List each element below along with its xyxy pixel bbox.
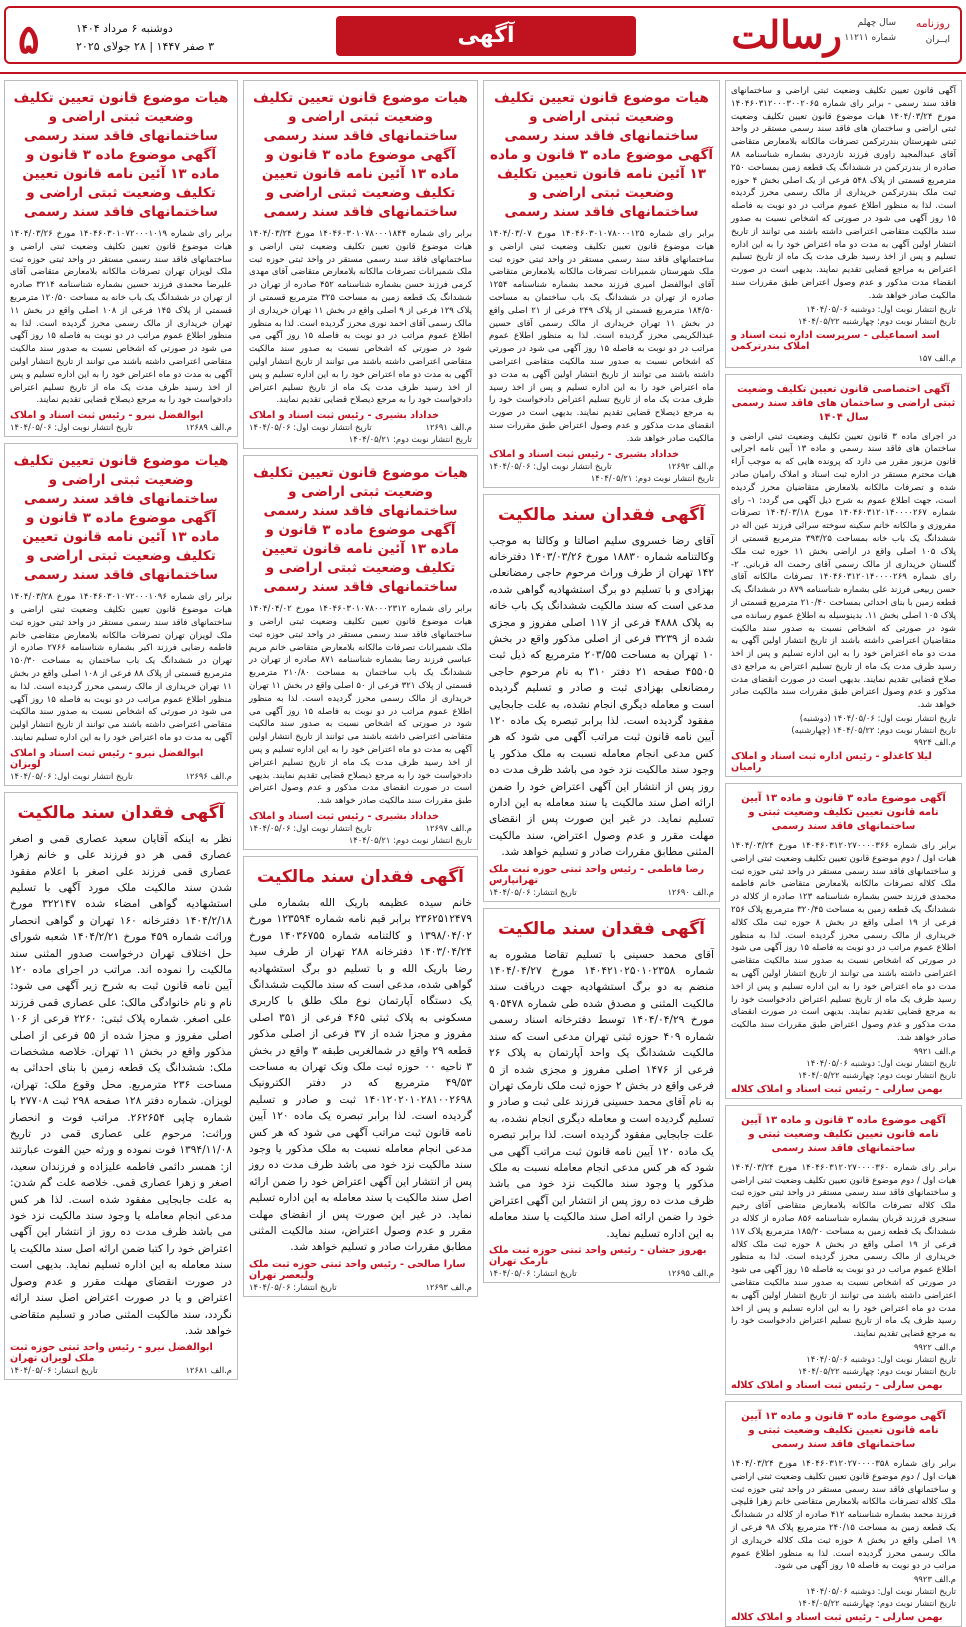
notice-ref: م.الف ۱۲۶۹۵ xyxy=(667,1267,714,1278)
notice-ref: م.الف ۱۲۶۹۲ xyxy=(667,460,714,471)
notice-signer: لیلا کاغذلو - رئیس اداره ثبت اسناد و املاک رامیان xyxy=(731,751,932,774)
notice-signer: ابوالفضل نیرو - رئیس ثبت اسناد و املاک xyxy=(10,410,204,422)
notice-signer: خداداد بشیری - رئیس ثبت اسناد و املاک xyxy=(489,448,680,460)
notice-dates xyxy=(731,1057,956,1069)
notice-ref-row xyxy=(731,1045,956,1057)
publish-date-1: تاریخ انتشار: ۱۴۰۴/۰۵/۰۶ xyxy=(249,1281,337,1292)
notice-signer: اسد اسماعیلی - سرپرست اداره ثبت اسناد و املاک بندرترکمن xyxy=(731,329,940,352)
publish-date-1: تاریخ انتشار نوبت اول: ۱۴۰۴/۰۵/۰۶ (دوشنبه) xyxy=(799,713,956,724)
notice-card xyxy=(243,80,478,449)
issue-number: شماره ۱۱۲۱۱ xyxy=(844,33,896,43)
notice-card xyxy=(483,908,720,1283)
notice-card xyxy=(483,494,720,902)
notice-card xyxy=(483,80,720,488)
notice-body: برابر رای شماره ۱۴۰۴۶۰۳۰۱۰۷۲۰۰۰۱۰۹۶ مورخ ۱۴۰۴/۰۳/۲۸ هیات موضوع قانون تعیین تکلیف وضعیت ثبتی اراضی و ساختمانهای فاقد سند رسمی مستقر در واحد ثبتی حوزه ثبت ملک لویزان تهران تصرفات مالکانه بلامعارض متقاضی خانم فاطمه رضایی فرزند اکبر بشماره شناسنامه ۲۷۶۶ صادره از تهران در ششدانگ یک باب ساختمان به مساحت ۱۵۰/۳۰ مترمربع قسمتی از پلاک ۸۸ فرعی از ۱۰۸ اصلی واقع در بخش ۱۱ تهران خریداری از مالک رسمی محرز گردیده است. لذا به منظور اطلاع عموم مراتب در دو نوبت به فاصله ۱۵ روز آگهی می شود در صورتی که اشخاص نسبت به صدور سند مالکیت متقاضی اعتراضی داشته باشند می توانند از تاریخ انتشار اولین آگهی به مدت دو ماه اعتراض خود را به این اداره تسلیم نمایند. xyxy=(10,592,233,743)
brand-block xyxy=(916,16,950,48)
notice-body: آقای محمد حسینی با تسلیم تقاضا مشوره به شماره ۱۴۰۴۲۱۰۲۵۰۱۰۲۳۵۸ مورخ ۱۴۰۴/۰۴/۲۷ منضم به دو برگ استشهادیه جهت دریافت سند مالکیت المثنی و مصدق شده طی شماره ۹۰۵۴۷۸ مورخ ۱۴۰۴/۰۴/۲۹ توسط دفترخانه اسناد رسمی شماره ۴۰۹ حوزه ثبتی تهران مدعی است که سند مالکیت ششدانگ یک واحد آپارتمان به پلاک ۲۶ فرعی از ۱۴۷۶ اصلی مفروز و مجزی شده از ۵ فرعی واقع در بخش ۲ حوزه ثبت ملک نارمک تهران به نام آقای محمد حسینی فرزند علی ثبت و صادر و تسلیم گردیده است و معامله دیگری انجام نشده، به علت جابجایی مفقود گردیده است. لذا برابر تبصره یک ماده ۱۲۰ آیین نامه قانون ثبت مراتب آگهی می شود که هر کس مدعی انجام معامله نسبت به ملک مذکور یا وجود سند مالکیت نزد خود می باشد ظرف مدت ده روز پس از انتشار این آگهی اعتراض خود را ضمن ارائه اصل سند مالکیت یا سند معامله به این اداره تسلیم نماید. xyxy=(489,948,715,1240)
column-mid-right xyxy=(483,80,720,1436)
notice-body: در اجرای ماده ۳ قانون تعیین تکلیف وضعیت ثبتی اراضی و ساختمان های فاقد سند رسمی و ماده ۱۳ آیین نامه اجرایی قانون مزبور مقرر می دارد که پرونده هایی که به موجب آراء هیات محترم مستقر در اداره ثبت اسناد و املاک رامیان صادر شده و تصرفات مالکانه بلامعارض متقاضیان محرز گردیده است، جهت اطلاع عموم به شرح ذیل آگهی می گردد: ۱- رای شماره ۱۴۰۴۶۰۳۱۲۰۱۴۰۰۰۰۲۶۷ مورخ ۱۴۰۴/۰۳/۱۸ تصرفات مفروزی و مالکانه خانم سکینه سوخته سرائی فرزند عین اله در ششدانگ یک باب خانه بمساحت ۳۹۳/۲۵ مترمربع قسمتی از پلاک ۱۰۵ اصلی واقع در اراضی بخش ۱۱ حوزه ثبت ملک گلستان خریداری از مالک رسمی آقای رحمت اله قربانی. ۲- رای شماره ۱۴۰۴۶۰۳۱۲۰۱۴۰۰۰۰۲۶۹ تصرفات مالکانه آقای حسن ربیعی فرزند علی بشماره شناسنامه ۸۷۹ در ششدانگ یک قطعه زمین با بنای احداثی بمساحت ۲۱۰/۴۰ مترمربع قسمتی از پلاک ۱۰۵ اصلی بخش ۱۱. بدینوسیله به اطلاع عموم رسانده می شود در صورتی که اشخاص نسبت به صدور سند مالکیت متقاضیان اعتراضی داشته باشند از تاریخ انتشار اولین آگهی به مدت دو ماه اعتراض خود را به این اداره تسلیم و پس از اخذ رسید ظرف مدت یک ماه از تاریخ تسلیم اعتراض به مراجع ذی صلاح قضایی تقدیم نمایند. بدیهی است در صورت انقضای مدت مذکور و عدم وصول اعتراض طبق مقررات سند مالکیت صادر خواهد شد. xyxy=(731,431,957,711)
notice-dates xyxy=(731,1585,956,1597)
notice-title: آگهی موضوع ماده ۳ قانون و ماده ۱۳ آیین نامه قانون تعیین تکلیف وضعیت ثبتی و ساختمانهای فاقد سند رسمی xyxy=(741,793,946,833)
notice-dates xyxy=(731,303,956,315)
publish-date-1: تاریخ انتشار نوبت اول: دوشنبه ۱۴۰۴/۰۵/۰۶ xyxy=(806,1057,956,1068)
column-right xyxy=(725,80,962,1624)
notice-signer: رضا فاطمی - رئیس واحد ثبتی حوزه ثبت ملک تهرانپارس xyxy=(489,863,705,886)
notice-dates xyxy=(731,315,956,327)
notice-body: برابر رای شماره ۱۴۰۴۶۰۳۰۱۰۷۲۰۰۰۱۰۱۹ مورخ ۱۴۰۴/۰۳/۲۶ هیات موضوع قانون تعیین تکلیف وضعیت ثبتی اراضی و ساختمانهای فاقد سند رسمی مستقر در واحد ثبتی حوزه ثبت ملک لویزان تهران تصرفات مالکانه بلامعارض متقاضی آقای علیرضا محمدی فرزند حسین بشماره شناسنامه ۳۲۱۴ صادره از تهران در ششدانگ یک باب خانه به مساحت ۱۲۰/۵۰ مترمربع قسمتی از پلاک ۱۴۵ فرعی از ۱۰۸ اصلی واقع در بخش ۱۱ تهران خریداری از مالک رسمی محرز گردیده است. لذا به منظور اطلاع عموم مراتب در دو نوبت به فاصله ۱۵ روز آگهی می شود در صورتی که اشخاص نسبت به صدور سند مالکیت متقاضی اعتراضی داشته باشند می توانند از تاریخ انتشار اولین آگهی به مدت دو ماه اعتراض خود را به این اداره تسلیم و پس از اخذ رسید ظرف مدت یک ماه از تاریخ تسلیم اعتراض دادخواست خود را به مرجع ذیصلاح قضایی تقدیم نمایند. xyxy=(10,229,233,406)
notice-meta xyxy=(10,421,232,433)
notice-meta xyxy=(489,460,714,472)
notice-body: برابر رای شماره ۱۴۰۴۶۰۳۱۲۰۲۷۰۰۰۰۳۵۸ مورخ ۱۴۰۴/۰۳/۲۴ هیات اول / دوم موضوع قانون تعیین تکلیف وضعیت ثبتی اراضی و ساختمانهای فاقد سند رسمی مستقر در واحد ثبتی حوزه ثبت ملک کلاله تصرفات مالکانه بلامعارض متقاضی خانم زهرا قلیچی فرزند محمد بشماره شناسنامه ۴۱۲ صادره از کلاله در ششدانگ یک قطعه زمین به مساحت ۲۴۰/۱۵ مترمربع پلاک ۹۸ فرعی از ۱۹ اصلی واقع در بخش ۸ حوزه ثبت ملک کلاله خریداری از مالک رسمی محرز گردیده است. لذا به منظور اطلاع عموم مراتب در دو نوبت به فاصله ۱۵ روز آگهی می شود. xyxy=(731,1458,956,1572)
notice-meta xyxy=(249,433,472,445)
publish-date-2: تاریخ انتشار نوبت دوم: چهارشنبه ۱۴۰۴/۰۵/۲۲ xyxy=(797,1069,956,1080)
notice-signer: ابوالفضل نیرو - رئیس ثبت اسناد و املاک لویزان xyxy=(10,747,204,770)
publish-date-1: تاریخ انتشار نوبت اول: ۱۴۰۴/۰۵/۰۶ xyxy=(249,822,372,833)
publish-date-2: تاریخ انتشار نوبت دوم: ۱۴۰۴/۰۵/۲۱ xyxy=(590,472,714,483)
notice-card xyxy=(4,443,238,786)
notice-dates xyxy=(731,1597,956,1609)
notice-meta xyxy=(249,822,472,834)
notice-card xyxy=(725,1105,962,1395)
notice-ref: م.الف ۹۹۲۱ xyxy=(913,1045,956,1056)
publish-date-1: تاریخ انتشار: ۱۴۰۴/۰۵/۰۶ xyxy=(489,1267,577,1278)
publish-date-1: تاریخ انتشار نوبت اول: ۱۴۰۴/۰۵/۰۶ xyxy=(249,422,372,433)
notice-title: هیات موضوع قانون تعیین تکلیف وضعیت ثبتی اراضی و ساختمانهای فاقد سند رسمی آگهی موضوع ماده ۳ قانون و ماده ۱۳ آئین نامه قانون تعیین تکلیف وضعیت ثبتی اراضی و ساختمانهای فاقد سند رسمی xyxy=(253,465,468,596)
notice-ref: م.الف ۱۲۶۸۹ xyxy=(185,422,232,433)
notice-body: برابر رای شماره ۱۴۰۴۶۰۳۱۲۰۲۷۰۰۰۰۳۶۰ مورخ ۱۴۰۴/۰۳/۲۴ هیات اول / دوم موضوع قانون تعیین تکلیف وضعیت ثبتی اراضی و ساختمانهای فاقد سند رسمی مستقر در واحد ثبتی حوزه ثبت ملک کلاله تصرفات مالکانه بلامعارض متقاضی آقای رحیم سنجری فرزند قربان بشماره شناسنامه ۸۵۶ صادره از کلاله در ششدانگ یک قطعه زمین به مساحت ۱۸۵/۲۰ مترمربع پلاک ۱۱۷ فرعی از ۱۹ اصلی واقع در بخش ۸ حوزه ثبت ملک کلاله خریداری از مالک رسمی محرز گردیده است. لذا به منظور اطلاع عموم مراتب در دو نوبت به فاصله ۱۵ روز آگهی می شود در صورتی که اشخاص نسبت به صدور سند مالکیت متقاضی اعتراضی داشته باشند می توانند از تاریخ انتشار اولین آگهی به مدت دو ماه اعتراض خود را به این اداره تسلیم و پس از اخذ رسید ظرف یک ماه از تاریخ تسلیم اعتراض دادخواست خود را به مرجع قضایی تقدیم نمایند. xyxy=(731,1162,957,1340)
notice-card xyxy=(725,80,962,368)
notice-title: آگهی فقدان سند مالکیت xyxy=(17,802,225,823)
notice-card xyxy=(725,783,962,1099)
notice-signer: ابوالفضل نیرو - رئیس واحد ثبتی حوزه ثبت ملک لویزان تهران xyxy=(10,1342,213,1365)
logo-resalat: رسالت xyxy=(731,12,842,57)
notice-body: برابر رای شماره ۱۴۰۴۶۰۳۰۱۰۷۸۰۰۰۲۳۱۲ مورخ ۱۴۰۴/۰۴/۰۲ هیات موضوع قانون تعیین تکلیف وضعیت ثبتی اراضی و ساختمانهای فاقد سند رسمی مستقر در واحد ثبتی حوزه ثبت ملک شمیرانات تصرفات مالکانه بلامعارض متقاضی خانم مریم عباسی فرزند رضا بشماره شناسنامه ۸۷۱ صادره از تهران در ششدانگ یک باب ساختمان به مساحت ۲۱۰/۸۰ مترمربع قسمتی از پلاک ۳۲۱ فرعی از ۵۰ اصلی واقع در بخش ۱۱ تهران خریداری از مالک رسمی محرز گردیده است. لذا به منظور اطلاع عموم مراتب در دو نوبت به فاصله ۱۵ روز آگهی می شود در صورتی که اشخاص نسبت به صدور سند مالکیت متقاضی اعتراضی داشته باشند می توانند از تاریخ انتشار اولین آگهی به مدت دو ماه اعتراض خود را به این اداره تسلیم و پس از اخذ رسید ظرف مدت یک ماه از تاریخ تسلیم اعتراض دادخواست خود را به مرجع ذیصلاح قضایی تقدیم نمایند. بدیهی است در صورت انقضای مدت مذکور و عدم وصول اعتراض طبق مقررات سند مالکیت صادر خواهد شد. xyxy=(249,604,472,807)
notice-title: آگهی موضوع ماده ۳ قانون و ماده ۱۳ آیین نامه قانون تعیین تکلیف وضعیت ثبتی و ساختمانهای فاقد سند رسمی xyxy=(741,1114,946,1154)
notice-title: آگهی فقدان سند مالکیت xyxy=(497,504,705,525)
publish-date-1: تاریخ انتشار نوبت اول: دوشنبه ۱۴۰۴/۰۵/۰۶ xyxy=(806,1586,956,1597)
notice-ref-row xyxy=(731,1341,956,1353)
notice-signer: بهمن سارلی - رئیس ثبت اسناد و املاک کلاله xyxy=(731,1379,943,1391)
notice-ref: م.الف ۱۲۶۸۱ xyxy=(185,1365,232,1376)
section-title: آگهی xyxy=(336,16,636,56)
publish-date-1: تاریخ انتشار: ۱۴۰۴/۰۵/۰۶ xyxy=(10,1365,98,1376)
notice-card xyxy=(725,374,962,778)
notice-ref-row xyxy=(731,352,956,364)
notice-meta xyxy=(489,886,714,898)
publish-date-2: تاریخ انتشار نوبت دوم: ۱۴۰۴/۰۵/۲۲ (چهارشنبه) xyxy=(791,725,956,736)
notice-title: هیات موضوع قانون تعیین تکلیف وضعیت ثبتی اراضی و ساختمانهای فاقد سند رسمی آگهی موضوع ماده ۳ قانون و ماده ۱۳ آئین نامه قانون تعیین تکلیف وضعیت ثبتی اراضی و ساختمانهای فاقد سند رسمی xyxy=(13,453,229,584)
publish-date-1: تاریخ انتشار نوبت اول: ۱۴۰۴/۰۵/۰۶ xyxy=(10,770,133,781)
notice-meta xyxy=(249,834,472,846)
notice-signer: بهمن سارلی - رئیس ثبت اسناد و املاک کلاله xyxy=(731,1083,943,1095)
notice-ref: م.الف ۹۹۲۳ xyxy=(913,1574,956,1585)
masthead-frame xyxy=(4,6,962,64)
page-number: ۵ xyxy=(18,16,40,63)
date-lunar-gregorian: ۳ صفر ۱۴۴۷ | ۲۸ جولای ۲۰۲۵ xyxy=(76,40,215,53)
notice-ref-row xyxy=(731,736,956,748)
notice-title: هیات موضوع قانون تعیین تکلیف وضعیت ثبتی اراضی و ساختمانهای فاقد سند رسمی آگهی موضوع ماده ۳ قانون و ماده ۱۳ آئین نامه قانون تعیین تکلیف وضعیت ثبتی اراضی و ساختمانهای فاقد سند رسمی xyxy=(489,90,714,220)
publish-date-1: تاریخ انتشار نوبت اول: دوشنبه ۱۴۰۴/۰۵/۰۶ xyxy=(806,1353,956,1364)
issue-block xyxy=(844,16,896,46)
notice-signer: بهمن سارلی - رئیس ثبت اسناد و املاک کلاله xyxy=(731,1612,943,1624)
notice-signer: بهروز جشان - رئیس واحد ثبتی حوزه ثبت ملک نارمک تهران xyxy=(489,1244,707,1267)
notice-dates xyxy=(731,1365,956,1377)
notice-dates xyxy=(731,1069,956,1081)
notice-meta xyxy=(249,1281,472,1293)
notice-card xyxy=(4,80,238,437)
notice-dates xyxy=(731,724,956,736)
notice-ref: م.الف ۹۹۲۴ xyxy=(913,737,956,748)
notice-title: آگهی اختصاصی قانون تعیین تکلیف وضعیت ثبتی اراضی و ساختمان های فاقد سند رسمی سال ۱۴۰۴ xyxy=(731,383,956,423)
notice-card xyxy=(4,792,238,1381)
notice-signer: سارا صالحی - رئیس واحد ثبتی حوزه ثبت ملک ولیعصر تهران xyxy=(249,1258,466,1281)
notice-body: خانم سیده عظیمه باریک الله بشماره ملی ۲۳۶۲۵۱۲۴۷۹ برابر قیم نامه شماره ۱۲۳۵۹۴ مورخ ۱۳۹۸/۰۴/۰۲ و کالتنامه شماره ۱۴۰۳۶۷۵۵ مورخ ۱۴۰۳/۰۴/۲۴ دفترخانه ۲۸۸ تهران از طرف سید رضا باریک الله و با تسلیم دو برگ استشهادیه گواهی شده، مدعی است که سند مالکیت ششدانگ یک دستگاه آپارتمان نوع ملک طلق با کاربری مسکونی به پلاک ثبتی ۴۶۵ فرعی از ۳۵۱ اصلی مفروز و مجزا شده از ۳۷ فرعی از اصلی مذکور قطعه ۲۹ واقع در شمالغربی طبقه ۳ واقع در بخش ۳ ناحیه ۰۰ حوزه ثبت ملک ونک تهران به مساحت ۴۹/۵۳ مترمربع که در دفتر الکترونیک ۱۴۰۱۲۰۲۰۱۰۲۸۱۰۰۲۶۹۸ ثبت و صادر و تسلیم گردیده است. لذا برابر تبصره یک ماده ۱۲۰ آیین نامه قانون ثبت مراتب آگهی می شود که هر کس مدعی انجام معامله نسبت به ملک مذکور یا وجود سند مالکیت نزد خود می باشد ظرف مدت ده روز پس از انتشار این آگهی اعتراض خود را ضمن ارائه اصل سند مالکیت یا سند معامله به این اداره تسلیم نماید. در غیر این صورت پس از انقضای مهلت مقرر و عدم وصول اعتراض، سند مالکیت المثنی مطابق مقررات صادر و تسلیم خواهد شد. xyxy=(249,896,472,1254)
publish-date-1: تاریخ انتشار نوبت اول: ۱۴۰۴/۰۵/۰۶ xyxy=(10,422,133,433)
notice-meta xyxy=(10,770,232,782)
date-persian: دوشنبه ۶ مرداد ۱۴۰۴ xyxy=(76,22,173,35)
notice-ref: م.الف ۱۵۷ xyxy=(918,352,956,363)
brand-sub: ایــران xyxy=(925,35,950,45)
year-label: سال چهلم xyxy=(857,18,896,28)
notice-body: برابر رای شماره ۱۴۰۴۶۰۳۰۱۰۷۸۰۰۰۱۲۵ مورخ ۱۴۰۴/۰۳/۰۷ هیات موضوع قانون تعیین تکلیف وضعیت ثبتی اراضی و ساختمانهای فاقد سند رسمی مستقر در واحد ثبتی حوزه ثبت ملک شهرستان شمیرانات تصرفات مالکانه بلامعارض متقاضی آقای ابوالفضل امیری فرزند محمد بشماره شناسنامه ۱۲۵۴ صادره از تهران در ششدانگ یک باب ساختمان به مساحت ۱۸۴/۵۰ مترمربع قسمتی از پلاک ۲۴۹ فرعی از ۲۱ اصلی واقع در بخش ۱۱ تهران خریداری از مالک رسمی آقای حسین عبدالکریمی محرز گردیده است. لذا به منظور اطلاع عموم مراتب در دو نوبت به فاصله ۱۵ روز آگهی می شود در صورتی که اشخاص نسبت به صدور سند مالکیت متقاضی اعتراضی داشته باشند می توانند از تاریخ انتشار اولین آگهی به مدت دو ماه اعتراض خود را به این اداره تسلیم و پس از اخذ رسید ظرف مدت یک ماه از تاریخ تسلیم اعتراض دادخواست خود را به مرجع ذیصلاح قضایی تقدیم نمایند. بدیهی است در صورت انقضای مدت مذکور و عدم وصول اعتراض طبق مقررات سند مالکیت صادر خواهد شد. xyxy=(489,229,714,444)
notice-card xyxy=(243,856,478,1297)
column-left xyxy=(4,80,238,1436)
notice-title: آگهی فقدان سند مالکیت xyxy=(497,918,705,939)
notice-body: برابر رای شماره ۱۴۰۴۶۰۳۰۱۰۷۸۰۰۰۱۸۴۴ مورخ ۱۴۰۴/۰۳/۲۴ هیات موضوع قانون تعیین تکلیف وضعیت ثبتی اراضی و ساختمانهای فاقد سند رسمی مستقر در واحد ثبتی حوزه ثبت ملک شمیرانات تصرفات مالکانه بلامعارض متقاضی آقای مهدی کرمی فرزند حسن بشماره شناسنامه ۴۵۲ صادره از تهران در ششدانگ یک قطعه زمین به مساحت ۳۲۵ مترمربع قسمتی از پلاک ۱۲۹ فرعی از ۹ اصلی واقع در بخش ۱۱ تهران خریداری از مالک رسمی آقای احمد نوری محرز گردیده است. لذا به منظور اطلاع عموم مراتب در دو نوبت به فاصله ۱۵ روز آگهی می شود در صورتی که اشخاص نسبت به صدور سند مالکیت متقاضی اعتراضی داشته باشند می توانند از تاریخ انتشار اولین آگهی به مدت دو ماه اعتراض خود را به این اداره تسلیم و پس از اخذ رسید ظرف مدت یک ماه از تاریخ تسلیم اعتراض دادخواست خود را به مرجع ذیصلاح قضایی تقدیم نمایند. xyxy=(249,229,473,406)
publish-date-2: تاریخ انتشار نوبت دوم: ۱۴۰۴/۰۵/۲۱ xyxy=(348,434,472,445)
notice-body: نظر به اینکه آقایان سعید عصاری قمی و اصغر عصاری قمی هر دو فرزند علی و خانم زهرا عصاری قمی فرزند علی اصغر با اعلام مفقود شدن سند مالکیت ملک مورد آگهی با تسلیم استشهادیه گواهی امضاء شده ۳۲۲۱۴۷ مورخ ۱۴۰۴/۲/۱۸ دفترخانه ۱۶۰ تهران و گواهی انحصار وراثت شماره ۴۵۹ مورخ ۱۴۰۴/۲/۲۱ شعبه شورای حل اختلاف تهران درخواست صدور المثنی سند مالکیت را نموده اند. مراتب در اجرای ماده ۱۲۰ آیین نامه قانون ثبت به شرح زیر آگهی می شود: نام و نام خانوادگی مالک: علی عصاری قمی فرزند علی اصغر. شماره پلاک ثبتی: ۲۲۶۰ فرعی از ۱۰۶ اصلی مفروز و مجزا شده از ۵۵ فرعی از اصلی مذکور واقع در بخش ۱۱ تهران. خلاصه مشخصات ملک: ششدانگ یک قطعه زمین با بنای احداثی به مساحت ۲۳۶ مترمربع. محل وقوع ملک: تهران، لویزان. شماره دفتر ۱۲۸ صفحه ۲۹۸ ثبت ۲۷۷۰۸ با شماره چاپی ۲۶۲۶۵۴. مراتب فوت و انحصار وراثت: مرحوم علی عصاری قمی در تاریخ ۱۳۹۴/۱۱/۰۸ فوت نموده و ورثه حین الفوت عبارتند از: همسر دائمی فاطمه علیزاده و فرزندان سعید، اصغر و زهرا عصاری قمی. خلاصه علت گم شدن: به علت جابجایی مفقود شده است. لذا هر کس مدعی انجام معامله یا وجود سند مالکیت نزد خود می باشد ظرف مدت ده روز از انتشار این آگهی اعتراض خود را کتبا ضمن ارائه اصل سند مالکیت یا سند معامله به این اداره تسلیم نماید. بدیهی است در صورت انقضای مهلت مقرر و عدم وصول اعتراض و یا در صورت اعتراض اصل سند ارائه نگردد، سند مالکیت المثنی صادر و تسلیم متقاضی خواهد شد. xyxy=(10,832,233,1337)
column-mid-left xyxy=(243,80,478,1436)
masthead xyxy=(0,0,966,74)
notice-body: آقای رضا خسروی سلیم اصالتا و وکالتا به موجب وکالتنامه شماره ۱۸۸۳۰ مورخ ۱۴۰۳/۰۳/۲۶ دفترخانه ۱۴۲ تهران از طرف وراث مرحوم حاجی رمضانعلی بهزادی و با تسلیم دو برگ استشهادیه گواهی شده، مدعی است که سند مالکیت ششدانگ یک باب خانه به پلاک ۴۸۸۸ فرعی از ۱۱۷ اصلی مفروز و مجزی شده از ۳۲۳۹ فرعی از اصلی مذکور واقع در بخش ۱۰ تهران به مساحت ۲۰۳/۵۵ مترمربع که ذیل ثبت ۴۵۵۰۵ صفحه ۲۱ دفتر ۳۱۰ به نام مرحوم حاجی رمضانعلی بهزادی ثبت و صادر و تسلیم گردیده است و معامله دیگری انجام نشده، به علت جابجایی مفقود گردیده است. لذا برابر تبصره یک ماده ۱۲۰ آیین نامه قانون ثبت مراتب آگهی می شود که هر کس مدعی انجام معامله نسبت به ملک مذکور یا وجود سند مالکیت نزد خود می باشد ظرف مدت ده روز پس از انتشار این آگهی اعتراض خود را ضمن ارائه اصل سند مالکیت یا سند معامله به این اداره تسلیم نماید. در غیر این صورت پس از انقضای مهلت مقرر و عدم وصول اعتراض، سند مالکیت المثنی مطابق مقررات صادر و تسلیم خواهد شد. xyxy=(489,534,714,859)
notice-title: هیات موضوع قانون تعیین تکلیف وضعیت ثبتی اراضی و ساختمانهای فاقد سند رسمی آگهی موضوع ماده ۳ قانون و ماده ۱۳ آئین نامه قانون تعیین تکلیف وضعیت ثبتی اراضی و ساختمانهای فاقد سند رسمی xyxy=(253,90,468,220)
notice-signer: خداداد بشیری - رئیس ثبت اسناد و املاک xyxy=(249,410,440,422)
publish-date-2: تاریخ انتشار نوبت دوم: چهارشنبه ۱۴۰۴/۰۵/۲۲ xyxy=(797,315,956,326)
notice-meta xyxy=(10,1364,232,1376)
publish-date-2: تاریخ انتشار نوبت دوم: ۱۴۰۴/۰۵/۲۱ xyxy=(348,834,472,845)
brand-name: روزنامه xyxy=(915,17,950,30)
notice-signer: خداداد بشیری - رئیس ثبت اسناد و املاک xyxy=(249,810,440,822)
notice-meta xyxy=(489,1267,714,1279)
notice-ref: م.الف ۱۲۶۹۰ xyxy=(667,886,714,897)
publish-date-1: تاریخ انتشار نوبت اول: ۱۴۰۴/۰۵/۰۶ xyxy=(489,460,612,471)
notice-meta xyxy=(249,421,472,433)
notice-ref: م.الف ۹۹۲۲ xyxy=(913,1341,956,1352)
publish-date-2: تاریخ انتشار نوبت دوم: چهارشنبه ۱۴۰۴/۰۵/۲۲ xyxy=(797,1365,956,1376)
notice-dates xyxy=(731,1353,956,1365)
notice-card xyxy=(243,455,478,850)
notice-ref: م.الف ۱۲۶۹۳ xyxy=(425,1281,472,1292)
notice-card xyxy=(725,1401,962,1627)
notice-title: آگهی فقدان سند مالکیت xyxy=(256,866,464,887)
publish-date-1: تاریخ انتشار نوبت اول: دوشنبه ۱۴۰۴/۰۵/۰۶ xyxy=(806,303,956,314)
notice-ref-row xyxy=(731,1573,956,1585)
notice-ref: م.الف ۱۲۶۹۱ xyxy=(425,422,472,433)
notice-body: آگهی قانون تعیین تکلیف وضعیت ثبتی اراضی و ساختمانهای فاقد سند رسمی - برابر رای شماره ۱۴۰۴۶۰۳۱۲۰۰۰۳۰۰۲۰۶۵ مورخ ۱۴۰۴/۰۳/۲۴ هیات موضوع قانون تعیین تکلیف وضعیت ثبتی اراضی و ساختمان های فاقد سند رسمی مستقر در واحد ثبتی شهرستان بندرترکمن تصرفات مالکانه بلامعارض متقاضی آقای عبدالمجید زاوری فرزند نازدردی بشماره شناسنامه ۸۸ صادره از بندرترکمن در ششدانگ یک قطعه زمین بمساحت ۲۵۰ مترمربع قسمتی از پلاک ۵۴۸ فرعی از یک اصلی بخش ۴ حوزه ثبت ملک بندرترکمن خریداری از مالک رسمی محرز گردیده است. لذا به منظور اطلاع عموم مراتب در دو نوبت به فاصله ۱۵ روز آگهی می شود در صورتی که اشخاص نسبت به صدور سند مالکیت متقاضی اعتراضی داشته باشند می توانند از تاریخ انتشار اولین آگهی به مدت دو ماه اعتراض خود را به این اداره تسلیم و پس از اخذ رسید ظرف مدت یک ماه از تاریخ تسلیم اعتراض به مراجع قضایی تقدیم نمایند. بدیهی است در صورت انقضاء مدت مذکور و عدم وصول اعتراض طبق مقررات سند مالکیت صادر خواهد شد. xyxy=(731,86,956,301)
notice-title: آگهی موضوع ماده ۳ قانون و ماده ۱۳ آیین نامه قانون تعیین تکلیف وضعیت ثبتی و ساختمانهای فاقد سند رسمی xyxy=(741,1410,946,1450)
notice-ref: م.الف ۱۲۶۹۷ xyxy=(425,822,472,833)
notice-meta xyxy=(489,472,714,484)
date-block xyxy=(76,20,214,56)
notice-body: برابر رای شماره ۱۴۰۴۶۰۳۱۲۰۲۷۰۰۰۰۳۶۶ مورخ ۱۴۰۴/۰۳/۲۴ هیات اول / دوم موضوع قانون تعیین تکلیف وضعیت ثبتی اراضی و ساختمانهای فاقد سند رسمی مستقر در واحد ثبتی حوزه ثبت ملک کلاله تصرفات مالکانه بلامعارض متقاضی خانم فاطمه محمدی فرزند حسن بشماره شناسنامه ۱۲۳ صادره از کلاله در ششدانگ یک قطعه زمین به مساحت ۳۲۰/۴۵ مترمربع پلاک ۲۵۶ فرعی از ۱۹ اصلی واقع در بخش ۸ حوزه ثبت ملک کلاله خریداری از مالک رسمی محرز گردیده است. لذا به منظور اطلاع عموم مراتب در دو نوبت به فاصله ۱۵ روز آگهی می شود در صورتی که اشخاص نسبت به صدور سند مالکیت متقاضی اعتراضی داشته باشند می توانند از تاریخ انتشار اولین آگهی به مدت دو ماه اعتراض خود را به این اداره تسلیم و پس از اخذ رسید ظرف یک ماه از تاریخ تسلیم اعتراض دادخواست خود را به مرجع قضایی تقدیم نمایند. بدیهی است در صورت انقضای مدت مذکور و عدم وصول اعتراض طبق مقررات سند مالکیت صادر خواهد شد. xyxy=(731,841,956,1044)
notice-title: هیات موضوع قانون تعیین تکلیف وضعیت ثبتی اراضی و ساختمانهای فاقد سند رسمی آگهی موضوع ماده ۳ قانون و ماده ۱۳ آئین نامه قانون تعیین تکلیف وضعیت ثبتی اراضی و ساختمانهای فاقد سند رسمی xyxy=(13,90,229,220)
publish-date-1: تاریخ انتشار: ۱۴۰۴/۰۵/۰۶ xyxy=(489,886,577,897)
notice-dates xyxy=(731,712,956,724)
publish-date-2: تاریخ انتشار نوبت دوم: چهارشنبه ۱۴۰۴/۰۵/۲۲ xyxy=(797,1598,956,1609)
notice-ref: م.الف ۱۲۶۹۶ xyxy=(185,770,232,781)
